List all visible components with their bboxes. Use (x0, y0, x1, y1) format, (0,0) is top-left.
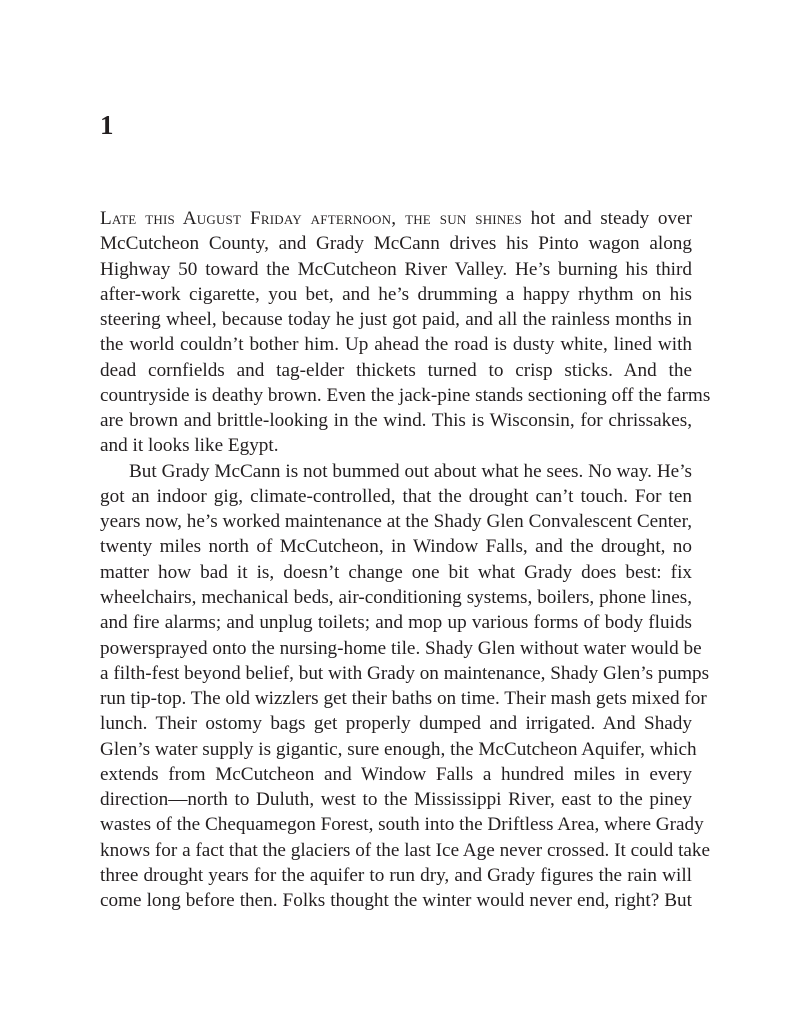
text-line: after-work cigarette, you bet, and he’s drumming a happy rhythm on his (100, 283, 692, 305)
text-line: Highway 50 toward the McCutcheon River Valley. He’s burning his third (100, 258, 692, 280)
text-line: and it looks like Egypt. (100, 435, 279, 457)
text-line: Glen’s water supply is gigantic, sure enough, the McCutcheon Aquifer, which (100, 738, 697, 760)
text-line: lunch. Their ostomy bags get properly dumped and irrigated. And Shady (100, 713, 692, 735)
text-line: But Grady McCann is not bummed out about what he sees. No way. He’s (129, 460, 692, 482)
text-line: a filth-fest beyond belief, but with Grady on maintenance, Shady Glen’s pumps (100, 662, 710, 684)
text-line: extends from McCutcheon and Window Falls a hundred miles in every (100, 763, 692, 785)
text-line (100, 206, 692, 231)
text-line: matter how bad it is, doesn’t change one bit what Grady does best: fix (100, 561, 692, 583)
text-line: wastes of the Chequamegon Forest, south into the Driftless Area, where Grady (100, 814, 704, 836)
chapter-number: 1 (100, 110, 114, 140)
text-line: dead cornfields and tag-elder thickets turned to crisp sticks. And the (100, 359, 692, 381)
text-line: direction—north to Duluth, west to the Mississippi River, east to the piney (100, 789, 692, 811)
text-line: are brown and brittle-looking in the wind. This is Wisconsin, for chrissakes, (100, 410, 692, 432)
text-line: twenty miles north of McCutcheon, in Window Falls, and the drought, no (100, 536, 692, 558)
text-line: countryside is deathy brown. Even the jack-pine stands sectioning off the farms (100, 384, 711, 406)
text-line: and fire alarms; and unplug toilets; and mop up various forms of body fluids (100, 612, 692, 634)
text-line-rest: hot and steady over (521, 208, 692, 229)
text-line: come long before then. Folks thought the winter would never end, right? But (100, 890, 692, 912)
text-line: steering wheel, because today he just got paid, and all the rainless months in (100, 309, 692, 331)
text-line: powersprayed onto the nursing-home tile. Shady Glen without water would be (100, 637, 702, 659)
paragraph-2 (100, 459, 711, 914)
opening-smallcaps: Late this August Friday afternoon, the sun shines (100, 208, 522, 229)
text-line: knows for a fact that the glaciers of the last Ice Age never crossed. It could take (100, 839, 711, 861)
text-line: McCutcheon County, and Grady McCann drives his Pinto wagon along (100, 233, 692, 255)
text-line: run tip-top. The old wizzlers get their baths on time. Their mash gets mixed for (100, 688, 707, 710)
text-line: wheelchairs, mechanical beds, air-conditioning systems, boilers, phone lines, (100, 586, 692, 608)
text-line: years now, he’s worked maintenance at the Shady Glen Convalescent Center, (100, 511, 692, 533)
text-line: three drought years for the aquifer to run dry, and Grady figures the rain will (100, 864, 692, 886)
text-line: the world couldn’t bother him. Up ahead the road is dusty white, lined with (100, 334, 692, 356)
body-text (100, 206, 711, 913)
text-line: got an indoor gig, climate-controlled, that the drought can’t touch. For ten (100, 485, 692, 507)
paragraph-1 (100, 206, 711, 459)
